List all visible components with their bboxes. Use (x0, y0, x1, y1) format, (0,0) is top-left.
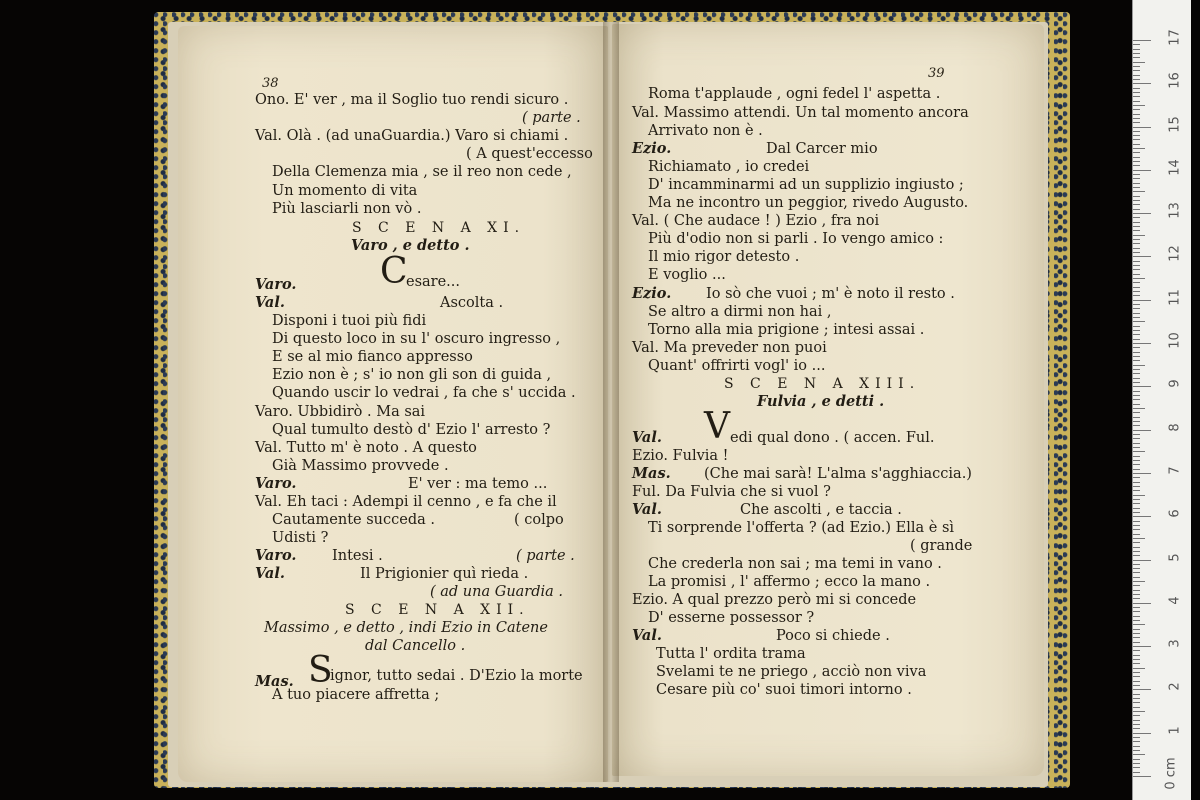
ruler-tick (1133, 282, 1140, 283)
ruler-tick (1133, 538, 1145, 539)
text-line: Richiamato , io credei (648, 159, 810, 175)
speaker: Varo. (255, 276, 297, 293)
ruler-tick (1133, 200, 1140, 201)
text-line: esare... (406, 274, 461, 290)
scene-characters: dal Cancello . (365, 638, 466, 654)
ruler-tick (1133, 66, 1140, 67)
ruler-number: 10 (1167, 332, 1183, 349)
ruler-tick (1133, 373, 1140, 374)
ruler-tick (1133, 291, 1140, 292)
ruler-tick (1133, 88, 1140, 89)
ruler-tick (1133, 248, 1140, 249)
ruler-number: 5 (1167, 552, 1183, 562)
ruler-tick (1133, 737, 1140, 738)
ruler-tick (1133, 252, 1140, 253)
measuring-ruler (1132, 0, 1191, 800)
ruler-tick (1133, 412, 1140, 413)
ruler-tick (1133, 239, 1140, 240)
text-line: Ti sorprende l'offerta ? (ad Ezio.) Ella è sì (648, 520, 955, 536)
speaker: Val. (255, 565, 285, 582)
ruler-tick (1133, 702, 1140, 703)
ruler-tick (1133, 369, 1140, 370)
ruler-tick (1133, 265, 1140, 266)
ruler-tick (1133, 425, 1140, 426)
text-line: Ono. E' ver , ma il Soglio tuo rendi sicuro . (255, 92, 569, 108)
ruler-tick (1133, 663, 1140, 664)
ruler-tick (1133, 92, 1140, 93)
ruler-tick (1133, 404, 1140, 405)
ruler-tick (1133, 438, 1140, 439)
ruler-tick (1133, 776, 1151, 777)
ruler-tick (1133, 434, 1140, 435)
stage-direction: ( A quest'eccesso (466, 146, 593, 162)
ruler-tick (1133, 637, 1140, 638)
ruler-tick (1133, 456, 1140, 457)
ruler-tick (1133, 490, 1140, 491)
text-line: Ful. Da Fulvia che si vuol ? (632, 484, 831, 500)
ruler-tick (1133, 278, 1145, 279)
ruler-tick (1133, 395, 1140, 396)
ruler-tick (1133, 127, 1151, 128)
ruler-tick (1133, 473, 1151, 474)
text-line: Arrivato non è . (648, 123, 763, 139)
ruler-tick (1133, 728, 1140, 729)
ruler-tick (1133, 135, 1140, 136)
ruler-tick (1133, 83, 1151, 84)
ruler-tick (1133, 161, 1140, 162)
ruler-tick (1133, 40, 1151, 41)
stage-direction: ( parte . (516, 548, 575, 564)
ruler-tick (1133, 226, 1140, 227)
text-line: Quando uscir lo vedrai , fa che s' uccida . (272, 385, 576, 401)
ruler-tick (1133, 711, 1145, 712)
ruler-tick (1133, 577, 1140, 578)
ruler-tick (1133, 391, 1140, 392)
ruler-number: 15 (1167, 115, 1183, 133)
ruler-tick (1133, 715, 1140, 716)
ruler-tick (1133, 551, 1140, 552)
ruler-tick (1133, 196, 1140, 197)
ruler-tick (1133, 499, 1140, 500)
ruler-tick (1133, 365, 1145, 366)
ruler-tick (1133, 204, 1140, 205)
ruler-tick (1133, 62, 1145, 63)
ruler-tick (1133, 79, 1140, 80)
text-line: Intesi . (332, 548, 383, 564)
ruler-tick (1133, 590, 1140, 591)
ruler-tick (1133, 382, 1140, 383)
text-line: Se altro a dirmi non hai , (648, 304, 832, 320)
ruler-number: 12 (1167, 245, 1183, 263)
ruler-tick (1133, 746, 1140, 747)
ruler-tick (1133, 672, 1140, 673)
text-line: Che crederla non sai ; ma temi in vano . (648, 556, 942, 572)
ruler-tick (1133, 274, 1140, 275)
ruler-tick (1133, 317, 1140, 318)
ruler-tick (1133, 555, 1140, 556)
ruler-tick (1133, 157, 1140, 158)
ruler-tick (1133, 443, 1140, 444)
ruler-tick (1133, 629, 1140, 630)
ruler-tick (1133, 694, 1140, 695)
text-line: Che ascolti , e taccia . (740, 502, 902, 518)
ruler-tick (1133, 750, 1140, 751)
drop-cap: C (380, 251, 408, 292)
ruler-tick (1133, 101, 1140, 102)
scene-heading: S C E N A XII. (345, 602, 530, 618)
ruler-tick (1133, 585, 1140, 586)
speaker: Ezio. (632, 140, 672, 157)
ruler-tick (1133, 560, 1151, 561)
text-line: Cesare più co' suoi timori intorno . (656, 682, 912, 698)
ruler-tick (1133, 360, 1140, 361)
book-gutter (603, 22, 619, 782)
ruler-number: 2 (1167, 682, 1183, 692)
text-line: Val. Tutto m' è noto . A questo (255, 440, 477, 456)
ruler-tick (1133, 139, 1140, 140)
ruler-tick (1133, 313, 1140, 314)
ruler-tick (1133, 326, 1140, 327)
ruler-tick (1133, 633, 1140, 634)
drop-cap: V (704, 406, 730, 447)
ruler-tick (1133, 287, 1140, 288)
ruler-tick (1133, 547, 1140, 548)
ruler-tick (1133, 75, 1140, 76)
ruler-tick (1133, 763, 1140, 764)
text-line: Val. ( Che audace ! ) Ezio , fra noi (632, 213, 880, 229)
ruler-number: 17 (1167, 29, 1183, 46)
ruler-number: 13 (1167, 202, 1183, 219)
text-line: Torno alla mia prigione ; intesi assai . (648, 322, 925, 338)
speaker: Varo. (255, 475, 297, 492)
ruler-tick (1133, 187, 1140, 188)
ruler-tick (1133, 482, 1140, 483)
ruler-tick (1133, 191, 1145, 192)
ruler-tick (1133, 321, 1145, 322)
text-line: Ezio non è ; s' io non gli son di guida , (272, 367, 552, 383)
ruler-tick (1133, 165, 1140, 166)
scene-characters: Varo , e detto . (351, 237, 470, 254)
text-line: (Che mai sarà! L'alma s'agghiaccia.) (704, 466, 972, 482)
ruler-tick (1133, 668, 1145, 669)
text-line: Più lasciarli non vò . (272, 201, 422, 217)
ruler-tick (1133, 767, 1140, 768)
ruler-tick (1133, 568, 1140, 569)
ruler-tick (1133, 594, 1140, 595)
ruler-number: 8 (1167, 422, 1183, 432)
ruler-tick (1133, 343, 1151, 344)
ruler-tick (1133, 144, 1140, 145)
text-line: A tuo piacere affretta ; (272, 687, 440, 703)
ruler-tick (1133, 174, 1140, 175)
ruler-tick (1133, 655, 1140, 656)
text-line: Val. Olà . (ad unaGuardia.) Varo si chiami . (255, 128, 569, 144)
ruler-tick (1133, 330, 1140, 331)
page-number-right: 39 (928, 66, 945, 81)
text-line: Ma ne incontro un peggior, rivedo Augusto. (648, 195, 969, 211)
ruler-tick (1133, 49, 1140, 50)
text-line: Ascolta . (440, 295, 504, 311)
ruler-tick (1133, 105, 1145, 106)
scene-heading: S C E N A XIII. (724, 376, 921, 392)
stage-direction: ( grande (910, 538, 973, 554)
ruler-number: 6 (1167, 509, 1183, 518)
text-line: D' esserne possessor ? (648, 610, 815, 626)
ruler-number: 3 (1167, 639, 1183, 648)
ruler-tick (1133, 642, 1140, 643)
ruler-number: 9 (1167, 379, 1183, 388)
ruler-tick (1133, 521, 1140, 522)
speaker: Val. (632, 429, 662, 446)
ruler-tick (1133, 572, 1140, 573)
ruler-tick (1133, 304, 1140, 305)
speaker: Val. (632, 501, 662, 518)
ruler-tick (1133, 512, 1140, 513)
text-line: Il Prigionier quì rieda . (360, 566, 529, 582)
text-line: Svelami te ne priego , acciò non viva (656, 664, 927, 680)
ruler-tick (1133, 44, 1140, 45)
ruler-tick (1133, 386, 1151, 387)
ruler-tick (1133, 109, 1140, 110)
ruler-tick (1133, 525, 1140, 526)
speaker: Ezio. (632, 285, 672, 302)
ruler-tick (1133, 339, 1140, 340)
ruler-tick (1133, 603, 1151, 604)
ruler-tick (1133, 261, 1140, 262)
text-line: Un momento di vita (272, 183, 418, 199)
ruler-tick (1133, 681, 1140, 682)
text-line: Di questo loco in su l' oscuro ingresso , (272, 331, 561, 347)
speaker: Varo. (255, 547, 297, 564)
ruler-tick (1133, 347, 1140, 348)
ruler-tick (1133, 178, 1140, 179)
text-line: edi qual dono . ( accen. Ful. (730, 430, 935, 446)
ruler-tick (1133, 460, 1140, 461)
ruler-tick (1133, 118, 1140, 119)
ruler-tick (1133, 477, 1140, 478)
text-line: E' ver : ma temo ... (408, 476, 548, 492)
ruler-tick (1133, 447, 1140, 448)
ruler-tick (1133, 624, 1145, 625)
ruler-tick (1133, 334, 1140, 335)
ruler-tick (1133, 720, 1140, 721)
text-line: Tutta l' ordita trama (656, 646, 806, 662)
ruler-tick (1133, 741, 1140, 742)
ruler-tick (1133, 243, 1140, 244)
stage-direction: ( ad una Guardia . (430, 584, 564, 600)
ruler-tick (1133, 295, 1140, 296)
text-line: Io sò che vuoi ; m' è noto il resto . (706, 286, 955, 302)
text-line: D' incamminarmi ad un supplizio ingiusto ; (648, 177, 964, 193)
ruler-tick (1133, 378, 1140, 379)
ruler-tick (1133, 417, 1140, 418)
ruler-tick (1133, 152, 1140, 153)
scene-heading: S C E N A XI. (352, 220, 526, 236)
text-line: ignor, tutto sedai . D'Ezio la morte (330, 668, 583, 684)
text-line: Dal Carcer mio (766, 141, 878, 157)
speaker: Val. (255, 294, 285, 311)
text-line: Udisti ? (272, 530, 329, 546)
ruler-number: 4 (1167, 596, 1183, 605)
ruler-number: 14 (1167, 159, 1183, 176)
page-number-left: 38 (262, 76, 279, 91)
ruler-tick (1133, 235, 1145, 236)
stage-direction: ( parte . (522, 110, 581, 126)
ruler-tick (1133, 495, 1145, 496)
text-line: Della Clemenza mia , se il reo non cede , (272, 164, 572, 180)
speaker: Mas. (632, 465, 671, 482)
ruler-tick (1133, 451, 1145, 452)
ruler-tick (1133, 698, 1140, 699)
ruler-tick (1133, 620, 1140, 621)
text-line: Cautamente succeda . (272, 512, 435, 528)
text-line: Val. Eh taci : Adempi il cenno , e fa che il (255, 494, 557, 510)
ruler-tick (1133, 598, 1140, 599)
ruler-number: 1 (1167, 726, 1183, 735)
ruler-tick (1133, 676, 1140, 677)
ruler-tick (1133, 754, 1145, 755)
drop-cap: S (308, 650, 333, 691)
ruler-tick (1133, 611, 1140, 612)
ruler-number: 7 (1167, 466, 1183, 475)
ruler-tick (1133, 616, 1140, 617)
text-line: Già Massimo provvede . (272, 458, 449, 474)
text-line: Poco si chiede . (776, 628, 890, 644)
ruler-tick (1133, 724, 1140, 725)
ruler-tick (1133, 646, 1151, 647)
ruler-number: 11 (1167, 288, 1183, 306)
ruler-number: 16 (1167, 72, 1183, 89)
text-line: La promisi , l' affermo ; ecco la mano . (648, 574, 931, 590)
ruler-tick (1133, 399, 1140, 400)
ruler-tick (1133, 209, 1140, 210)
stage-direction: ( colpo (514, 512, 564, 528)
ruler-tick (1133, 685, 1140, 686)
ruler-tick (1133, 122, 1140, 123)
ruler-tick (1133, 516, 1151, 517)
ruler-tick (1133, 57, 1140, 58)
ruler-tick (1133, 542, 1140, 543)
ruler-tick (1133, 53, 1140, 54)
ruler-tick (1133, 131, 1140, 132)
ruler-tick (1133, 230, 1140, 231)
ruler-tick (1133, 607, 1140, 608)
ruler-tick (1133, 308, 1140, 309)
ruler-tick (1133, 70, 1140, 71)
text-line: Ezio. Fulvia ! (632, 448, 729, 464)
text-line: Qual tumulto destò d' Ezio l' arresto ? (272, 422, 551, 438)
ruler-tick (1133, 464, 1140, 465)
ruler-tick (1133, 421, 1140, 422)
ruler-tick (1133, 503, 1140, 504)
ruler-tick (1133, 534, 1140, 535)
text-line: E voglio ... (648, 267, 726, 283)
text-line: Il mio rigor detesto . (648, 249, 800, 265)
ruler-tick (1133, 183, 1140, 184)
ruler-tick (1133, 581, 1145, 582)
ruler-tick (1133, 772, 1140, 773)
ruler-tick (1133, 96, 1140, 97)
ruler-tick (1133, 222, 1140, 223)
ruler-tick (1133, 759, 1140, 760)
ruler-tick (1133, 114, 1140, 115)
ruler-tick (1133, 148, 1145, 149)
ruler-tick (1133, 564, 1140, 565)
ruler-tick (1133, 352, 1140, 353)
ruler-tick (1133, 650, 1140, 651)
speaker: Val. (632, 627, 662, 644)
ruler-number: 0 cm (1163, 757, 1179, 790)
ruler-tick (1133, 689, 1151, 690)
text-line: E se al mio fianco appresso (272, 349, 473, 365)
text-line: Quant' offrirti vogl' io ... (648, 358, 826, 374)
ruler-tick (1133, 508, 1140, 509)
scene-characters: Fulvia , e detti . (757, 393, 885, 410)
text-line: Ezio. A qual prezzo però mi si concede (632, 592, 917, 608)
ruler-tick (1133, 733, 1151, 734)
ruler-tick (1133, 659, 1140, 660)
scene-characters: Massimo , e detto , indi Ezio in Catene (264, 620, 548, 636)
ruler-tick (1133, 170, 1151, 171)
ruler-tick (1133, 356, 1140, 357)
text-line: Più d'odio non si parli . Io vengo amico : (648, 231, 944, 247)
ruler-tick (1133, 486, 1140, 487)
text-line: Varo. Ubbidirò . Ma sai (255, 404, 426, 420)
ruler-tick (1133, 469, 1140, 470)
text-line: Disponi i tuoi più fidi (272, 313, 427, 329)
text-line: Val. Ma preveder non puoi (632, 340, 827, 356)
speaker: Mas. (255, 673, 294, 690)
ruler-tick (1133, 408, 1145, 409)
ruler-tick (1133, 529, 1140, 530)
ruler-tick (1133, 269, 1140, 270)
ruler-tick (1133, 300, 1151, 301)
text-line: Val. Massimo attendi. Un tal momento ancora (632, 105, 969, 121)
ruler-tick (1133, 256, 1151, 257)
ruler-tick (1133, 217, 1140, 218)
text-line: Roma t'applaude , ogni fedel l' aspetta . (648, 86, 941, 102)
ruler-tick (1133, 707, 1140, 708)
ruler-tick (1133, 213, 1151, 214)
ruler-tick (1133, 430, 1151, 431)
